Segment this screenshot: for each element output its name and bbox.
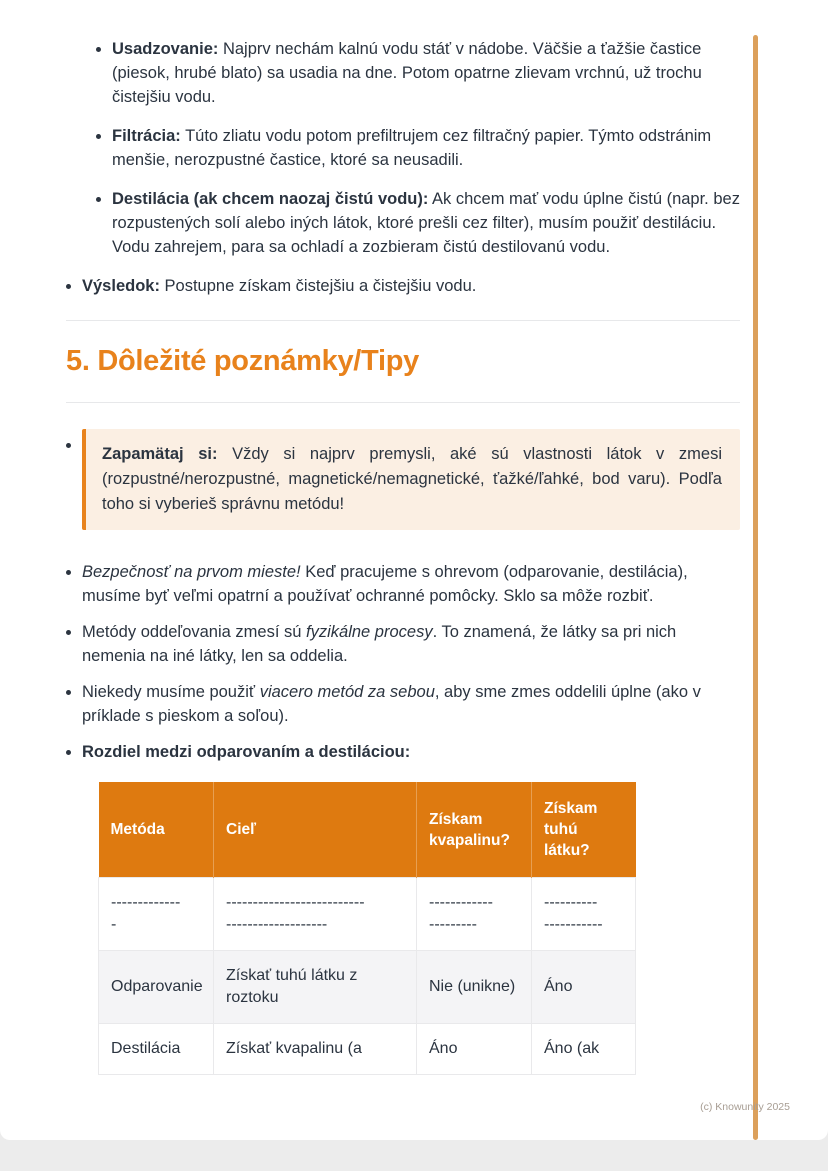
list-item	[66, 680, 740, 728]
callout-box	[82, 429, 740, 530]
table-header-cell: Získam tuhú látku?	[532, 782, 636, 878]
table-cell: Získať tuhú látku z roztoku	[214, 951, 417, 1024]
divider	[66, 402, 740, 403]
term-label: Usadzovanie:	[112, 40, 219, 58]
list-item	[66, 274, 740, 298]
table-cell: ------------- -	[99, 878, 214, 951]
tip-bold: Rozdiel medzi odparovaním a destiláciou:	[82, 743, 411, 761]
term-description: Postupne získam čistejšiu a čistejšiu vodu.	[159, 277, 477, 295]
tips-list	[66, 560, 740, 764]
table-cell: ---------- -----------	[532, 878, 636, 951]
bullet-text	[112, 187, 740, 259]
tip-pre-text: Metódy oddeľovania zmesí sú	[82, 623, 307, 641]
term-label: Filtrácia:	[112, 127, 181, 145]
tip-italic: Bezpečnosť na prvom mieste!	[82, 563, 301, 581]
bullet-text	[112, 37, 740, 109]
bullet-text	[82, 680, 740, 728]
bullet-icon	[66, 750, 71, 755]
tip-italic: fyzikálne procesy	[306, 623, 433, 641]
list-item	[96, 124, 740, 172]
table-cell: -------------------------- -------------------	[214, 878, 417, 951]
table-header-cell: Metóda	[99, 782, 214, 878]
table-cell: Áno	[417, 1024, 532, 1075]
bullet-text	[82, 740, 740, 764]
bullet-text	[82, 620, 740, 668]
tip-text: . To znamená, že látky sa pri nich nemenia na iné látky, len sa oddelia.	[82, 623, 677, 665]
table-row	[99, 878, 636, 951]
callout-text: Vždy si najprv premysli, aké sú vlastnosti látok v zmesi (rozpustné/nerozpustné, magnetické/nemagnetické, ťažké/ľahké, bod varu). Podľa toho si vyberieš správnu metódu!	[102, 445, 722, 513]
bullet-icon	[66, 690, 71, 695]
term-label: Výsledok:	[82, 277, 160, 295]
bullet-icon	[66, 630, 71, 635]
method-steps-list	[96, 37, 740, 259]
term-label: Destilácia (ak chcem naozaj čistú vodu):	[112, 190, 429, 208]
watermark: (c) Knowunity 2025	[700, 1101, 790, 1113]
term-description: Ak chcem mať vodu úplne čistú (napr. bez rozpustených solí alebo iných látok, ktoré prešli cez filter), musím použiť destiláciu. Vodu zahrejem, para sa ochladí a zozbieram čistú destilovanú vodu.	[112, 190, 740, 256]
bullet-text	[112, 124, 740, 172]
table-cell: ------------ ---------	[417, 878, 532, 951]
bullet-icon	[96, 134, 101, 139]
callout-label: Zapamätaj si:	[102, 445, 218, 463]
table-header-cell: Cieľ	[214, 782, 417, 878]
table-row	[99, 1024, 636, 1075]
term-description: Túto zliatu vodu potom prefiltrujem cez filtračný papier. Týmto odstránim menšie, nerozpustné častice, ktoré sa neusadili.	[112, 127, 712, 169]
highlight-bar	[753, 35, 758, 1140]
tip-text: Keď pracujeme s ohrevom (odparovanie, destilácia), musíme byť veľmi opatrní a používať ochranné pomôcky. Sklo sa môže rozbiť.	[82, 563, 688, 605]
bullet-text	[82, 560, 740, 608]
table-cell: Destilácia	[99, 1024, 214, 1075]
list-item	[96, 37, 740, 109]
table-header-row	[99, 782, 636, 878]
table-row	[99, 951, 636, 1024]
tip-text: , aby sme zmes oddelili úplne (ako v príklade s pieskom a soľou).	[82, 683, 701, 725]
table-cell: Získať kvapalinu (a	[214, 1024, 417, 1075]
table-cell: Odparovanie	[99, 951, 214, 1024]
tip-italic: viacero metód za sebou	[259, 683, 435, 701]
table-header-cell: Získam kvapalinu?	[417, 782, 532, 878]
bullet-text	[82, 274, 740, 298]
divider	[66, 320, 740, 321]
section-heading: 5. Dôležité poznámky/Tipy	[66, 345, 419, 377]
term-description: Najprv nechám kalnú vodu stáť v nádobe. Väčšie a ťažšie častice (piesok, hrubé blato) sa usadia na dne. Potom opatrne zlievam vrchnú, už trochu čistejšiu vodu.	[112, 40, 702, 106]
callout-bullet-row	[66, 429, 740, 530]
comparison-table	[98, 782, 636, 1075]
bullet-icon	[66, 570, 71, 575]
bullet-icon	[66, 284, 71, 289]
bullet-icon	[96, 197, 101, 202]
list-item	[66, 620, 740, 668]
table-cell: Áno	[532, 951, 636, 1024]
tip-pre-text: Niekedy musíme použiť	[82, 683, 260, 701]
table-cell: Nie (unikne)	[417, 951, 532, 1024]
list-item	[66, 560, 740, 608]
bullet-icon	[96, 47, 101, 52]
list-item	[96, 187, 740, 259]
list-item	[66, 740, 740, 764]
result-list	[66, 274, 740, 298]
bullet-icon	[66, 443, 71, 448]
table-cell: Áno (ak	[532, 1024, 636, 1075]
